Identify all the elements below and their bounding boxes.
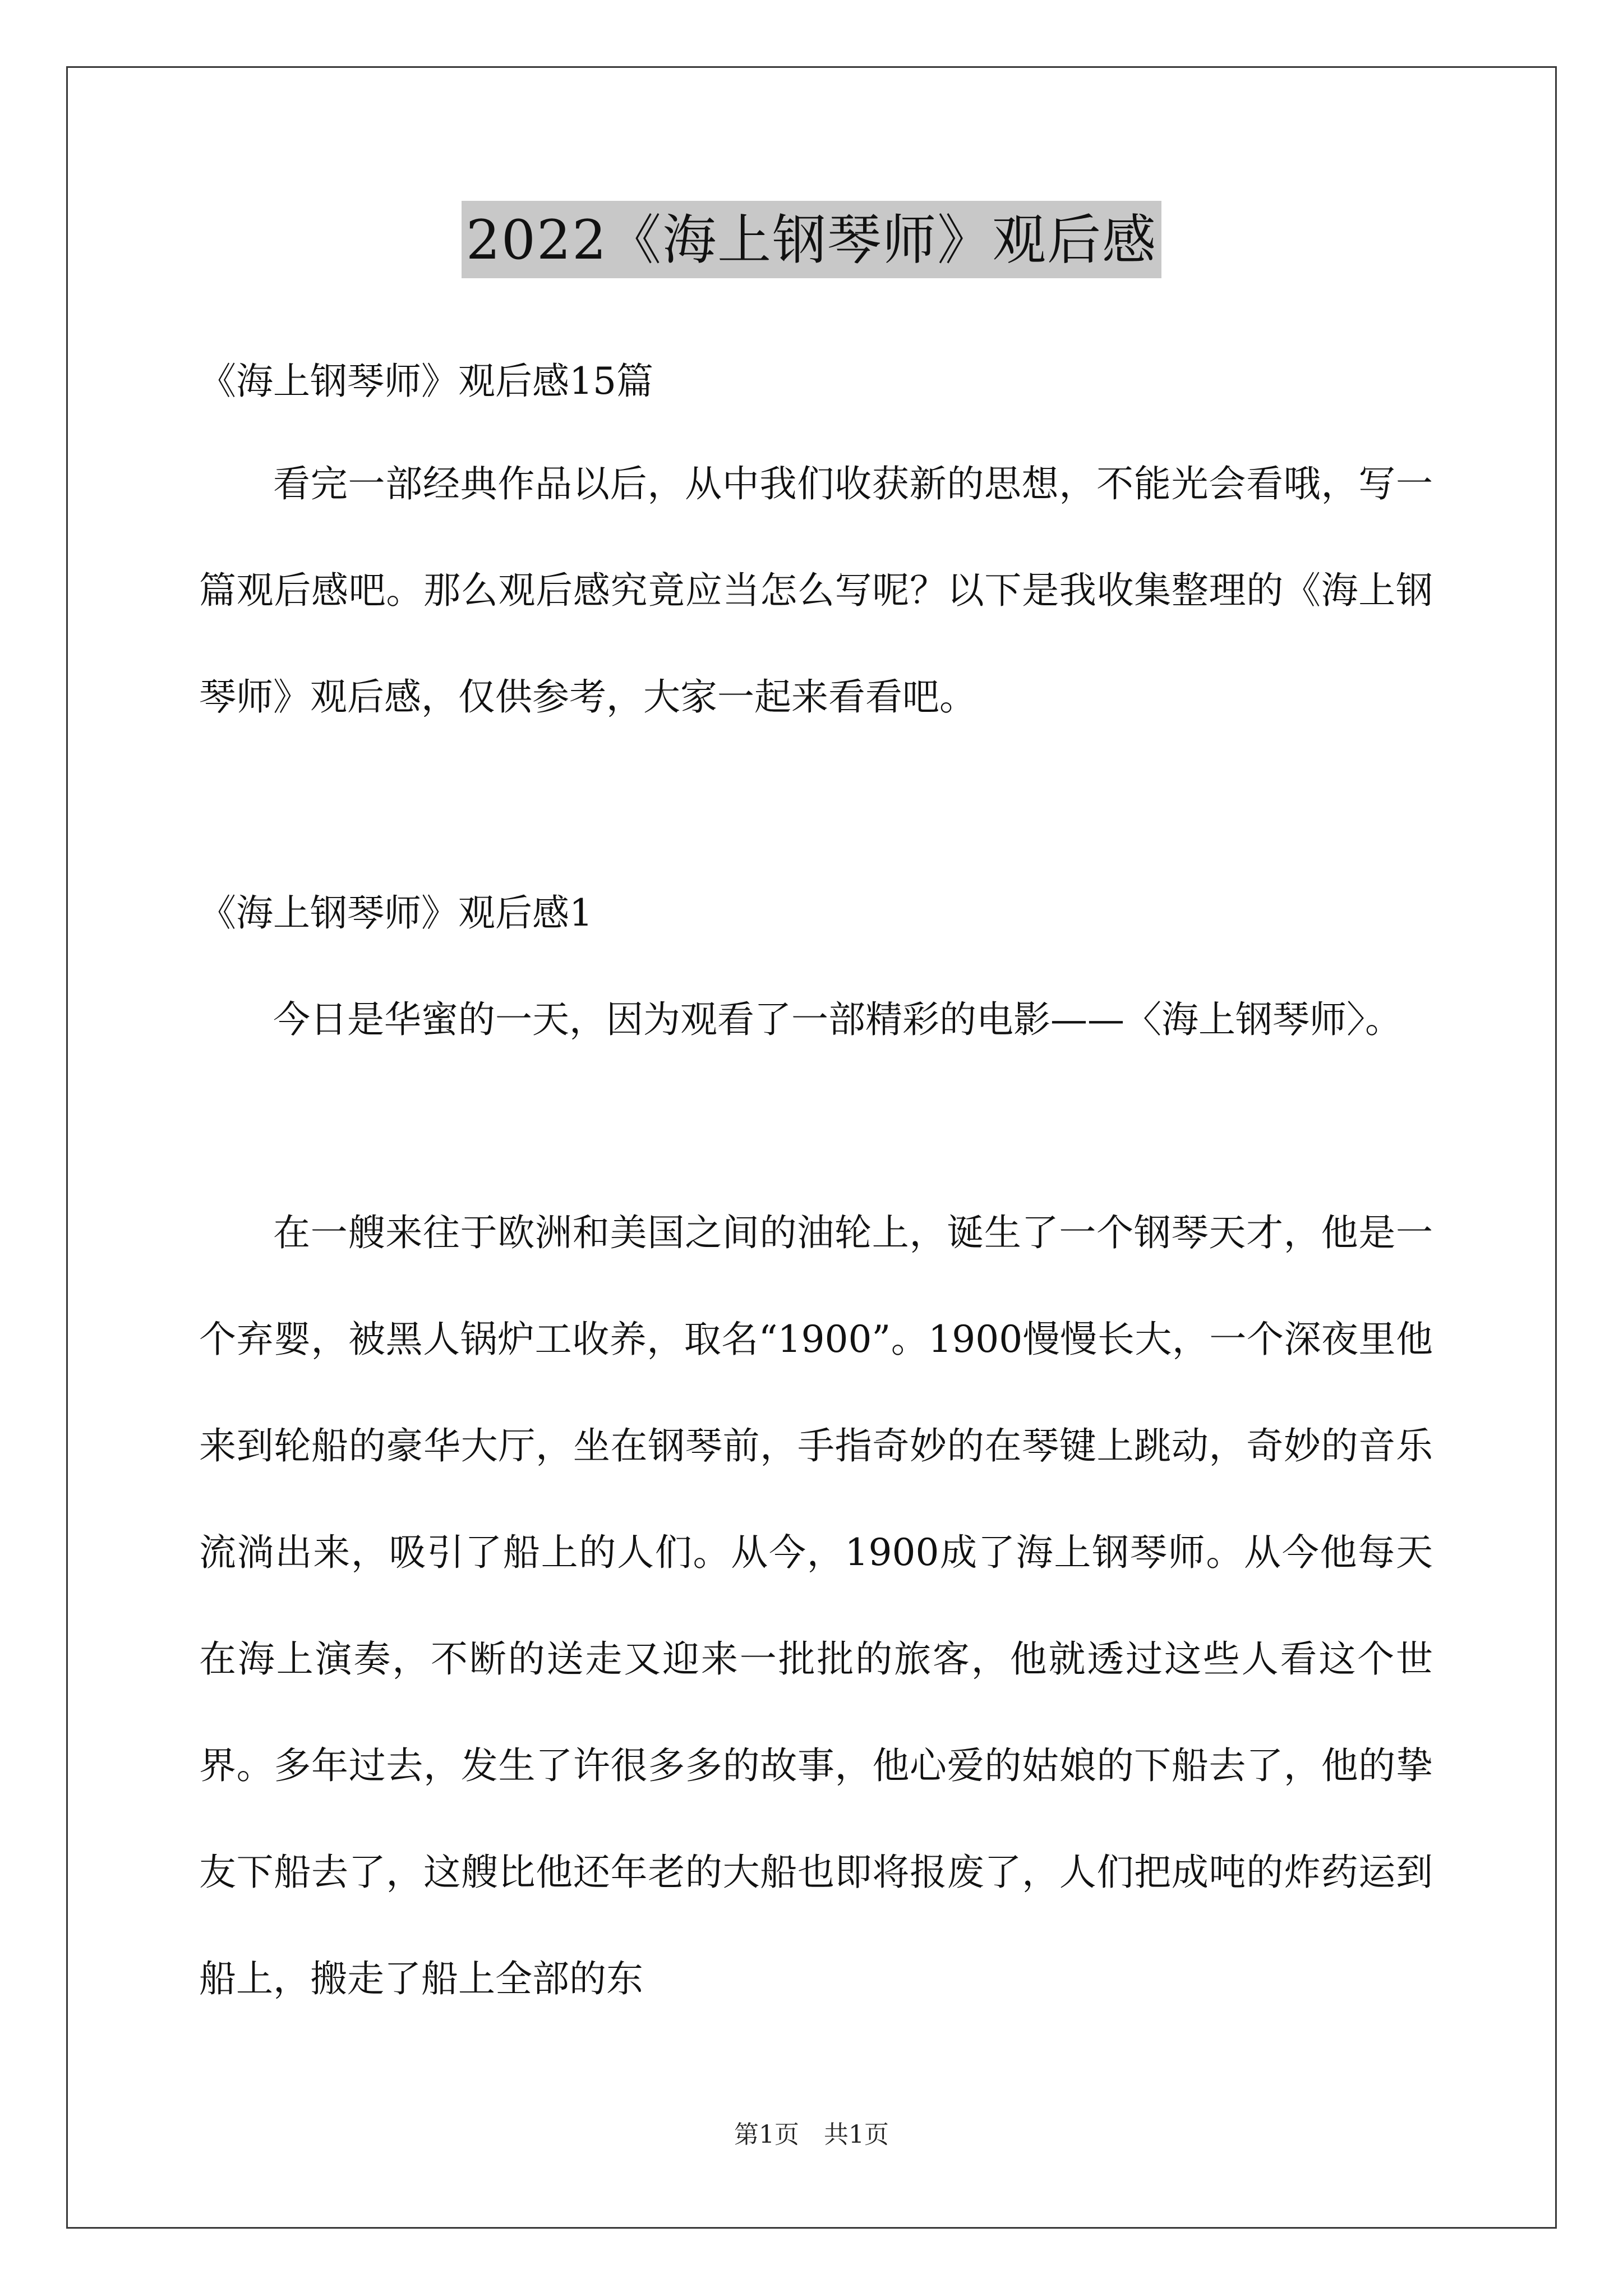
page-footer: 第1页 共1页 — [734, 2120, 889, 2149]
section-heading: 《海上钢琴师》观后感1 — [199, 891, 593, 935]
intro-paragraph: 看完一部经典作品以后，从中我们收获新的思想，不能光会看哦，写一篇观后感吧。那么观后感究竟应当怎么写呢？以下是我收集整理的《海上钢琴师》观后感，仅供参考，大家一起来看看吧。 — [199, 462, 1433, 719]
document-title: 2022《海上钢琴师》观后感 — [462, 201, 1161, 278]
title-container — [0, 201, 1623, 278]
document-subtitle: 《海上钢琴师》观后感15篇 — [199, 360, 653, 403]
body-paragraph-2: 在一艘来往于欧洲和美国之间的油轮上，诞生了一个钢琴天才，他是一个弃婴，被黑人锅炉工收养，取名“1900”。1900慢慢长大，一个深夜里他来到轮船的豪华大厅，坐在钢琴前，手指奇妙的在琴键上跳动，奇妙的音乐流淌出来，吸引了船上的人们。从今，1900成了海上钢琴师。从今他每天在海上演奏，不断的送走又迎来一批批的旅客，他就透过这些人看这个世界。多年过去，发生了许很多多的故事，他心爱的姑娘的下船去了，他的挚友下船去了，这艘比他还年老的大船也即将报废了，人们把成吨的炸药运到船上，搬走了船上全部的东 — [199, 1211, 1433, 2000]
body-paragraph-1: 今日是华蜜的一天，因为观看了一部精彩的电影——〈海上钢琴师〉。 — [273, 998, 1402, 1041]
